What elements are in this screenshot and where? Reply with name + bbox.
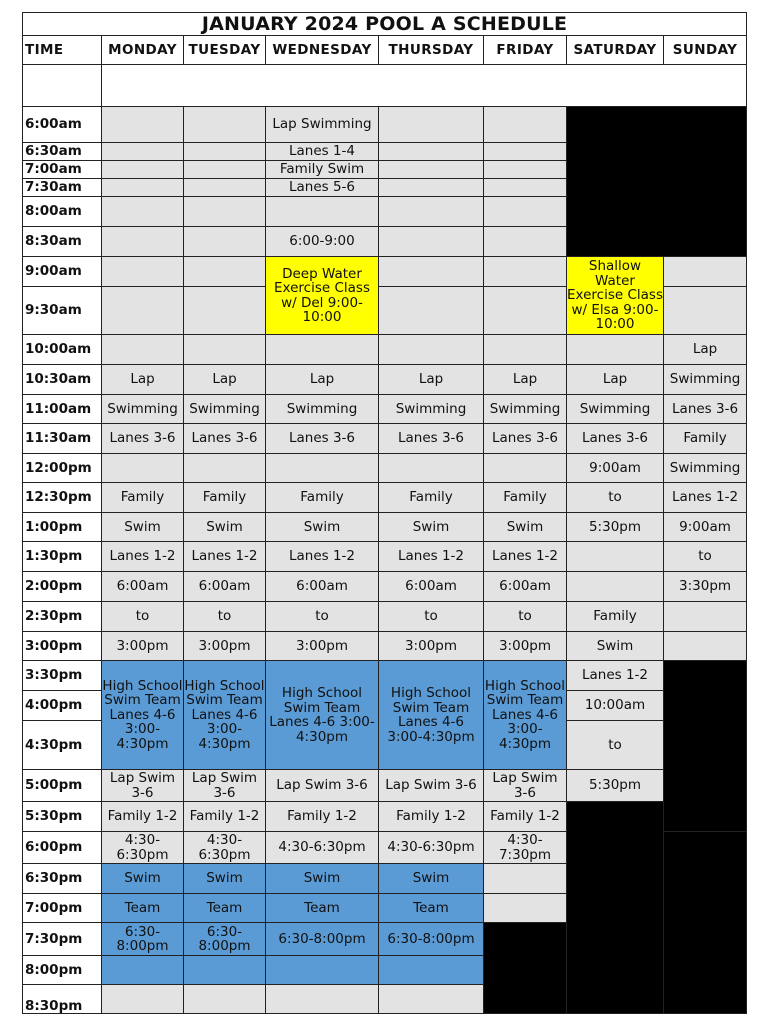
swim-team-wed xyxy=(266,956,379,985)
slot-tue: Swimming xyxy=(184,395,266,424)
slot-wed xyxy=(266,335,379,365)
slot-tue xyxy=(184,143,266,161)
slot-wed: Lap xyxy=(266,365,379,395)
slot-sun xyxy=(664,257,747,287)
slot-sun: Lanes 3-6 xyxy=(664,395,747,424)
slot-sat: 9:00am xyxy=(567,454,664,483)
slot-sun xyxy=(664,632,747,661)
time-label: 2:30pm xyxy=(23,602,102,632)
slot-tue xyxy=(184,257,266,287)
slot-fri: to xyxy=(484,602,567,632)
time-label: 1:00pm xyxy=(23,513,102,542)
slot-tue: Family 1-2 xyxy=(184,802,266,832)
time-label: 12:00pm xyxy=(23,454,102,483)
slot-mon: Family xyxy=(102,483,184,513)
slot-sat: Lanes 1-2 xyxy=(567,661,664,691)
slot-tue xyxy=(184,179,266,197)
high-school-swim-team-wed: High School Swim Team Lanes 4-6 3:00-4:30pm xyxy=(266,661,379,770)
slot-tue xyxy=(184,107,266,143)
header-friday: FRIDAY xyxy=(484,36,567,65)
slot-mon xyxy=(102,227,184,257)
slot-sat: 5:30pm xyxy=(567,770,664,802)
slot-tue: Lanes 3-6 xyxy=(184,424,266,454)
swim-team-wed: Team xyxy=(266,894,379,923)
time-label: 7:30am xyxy=(23,179,102,197)
slot-fri: Swim xyxy=(484,513,567,542)
slot-sun: Swimming xyxy=(664,365,747,395)
slot-thu xyxy=(379,454,484,483)
slot-fri xyxy=(484,454,567,483)
time-label: 6:00am xyxy=(23,107,102,143)
slot-wed: Lanes 1-4 xyxy=(266,143,379,161)
slot-tue xyxy=(184,197,266,227)
header-thursday: THURSDAY xyxy=(379,36,484,65)
slot-fri xyxy=(484,179,567,197)
swim-team-thu xyxy=(379,956,484,985)
time-label: 11:30am xyxy=(23,424,102,454)
slot-mon: 4:30-6:30pm xyxy=(102,832,184,864)
slot-sat: to xyxy=(567,483,664,513)
slot-thu xyxy=(379,197,484,227)
slot-thu: to xyxy=(379,602,484,632)
time-label: 6:00pm xyxy=(23,832,102,864)
slot-sat: Swim xyxy=(567,632,664,661)
time-label: 5:30pm xyxy=(23,802,102,832)
slot-mon xyxy=(102,287,184,335)
slot-wed: Family xyxy=(266,483,379,513)
slot-wed: Family 1-2 xyxy=(266,802,379,832)
slot-wed: 6:00am xyxy=(266,572,379,602)
slot-sat: Swimming xyxy=(567,395,664,424)
slot-sun xyxy=(664,602,747,632)
swim-team-tue: 6:30-8:00pm xyxy=(184,923,266,956)
slot-wed: Swimming xyxy=(266,395,379,424)
slot-thu xyxy=(379,227,484,257)
swim-team-mon: Swim xyxy=(102,864,184,894)
closed-sunday-evening xyxy=(664,832,747,1014)
slot-wed: Lap Swimming xyxy=(266,107,379,143)
slot-fri xyxy=(484,864,567,894)
slot-thu xyxy=(379,143,484,161)
slot-tue: Lap xyxy=(184,365,266,395)
swim-team-mon: Team xyxy=(102,894,184,923)
high-school-swim-team-tue: High School Swim Team Lanes 4-6 3:00-4:30pm xyxy=(184,661,266,770)
swim-team-wed: Swim xyxy=(266,864,379,894)
time-label: 12:30pm xyxy=(23,483,102,513)
slot-sat xyxy=(567,572,664,602)
slot-thu: Swim xyxy=(379,513,484,542)
time-label: 3:30pm xyxy=(23,661,102,691)
high-school-swim-team-mon: High School Swim Team Lanes 4-6 3:00-4:30pm xyxy=(102,661,184,770)
time-label: 9:00am xyxy=(23,257,102,287)
swim-team-wed: 6:30-8:00pm xyxy=(266,923,379,956)
slot-thu xyxy=(379,287,484,335)
slot-tue xyxy=(184,227,266,257)
header-wednesday: WEDNESDAY xyxy=(266,36,379,65)
slot-mon xyxy=(102,179,184,197)
slot-wed: Swim xyxy=(266,513,379,542)
slot-sat: Lap xyxy=(567,365,664,395)
slot-wed: Lanes 1-2 xyxy=(266,542,379,572)
shallow-water-exercise-class: Shallow Water Exercise Class w/ Elsa 9:00-10:00 xyxy=(567,257,664,335)
slot-sun: Swimming xyxy=(664,454,747,483)
slot-wed xyxy=(266,197,379,227)
slot-fri: 3:00pm xyxy=(484,632,567,661)
swim-team-thu: 6:30-8:00pm xyxy=(379,923,484,956)
slot-wed: 4:30-6:30pm xyxy=(266,832,379,864)
header-sunday: SUNDAY xyxy=(664,36,747,65)
slot-tue: 6:00am xyxy=(184,572,266,602)
time-label: 5:00pm xyxy=(23,770,102,802)
slot-thu xyxy=(379,161,484,179)
slot-mon xyxy=(102,335,184,365)
slot-sun: 3:30pm xyxy=(664,572,747,602)
slot-fri xyxy=(484,257,567,287)
swim-team-tue: Swim xyxy=(184,864,266,894)
slot-tue xyxy=(184,454,266,483)
slot-tue: 4:30-6:30pm xyxy=(184,832,266,864)
time-label: 6:30pm xyxy=(23,864,102,894)
slot-mon: 6:00am xyxy=(102,572,184,602)
swim-team-thu: Team xyxy=(379,894,484,923)
time-label: 11:00am xyxy=(23,395,102,424)
slot-tue: Lanes 1-2 xyxy=(184,542,266,572)
slot-wed: 3:00pm xyxy=(266,632,379,661)
slot-mon xyxy=(102,454,184,483)
slot-fri: 6:00am xyxy=(484,572,567,602)
slot-fri: Swimming xyxy=(484,395,567,424)
slot-wed: Lap Swim 3-6 xyxy=(266,770,379,802)
header-time: TIME xyxy=(23,36,102,65)
slot-mon: Swim xyxy=(102,513,184,542)
slot-mon: Lanes 1-2 xyxy=(102,542,184,572)
slot-fri xyxy=(484,107,567,143)
swim-team-mon xyxy=(102,956,184,985)
blank-spacer-time xyxy=(23,65,102,107)
slot-sun xyxy=(664,287,747,335)
slot-mon xyxy=(102,143,184,161)
blank-spacer-row xyxy=(102,65,747,107)
slot-thu: 6:00am xyxy=(379,572,484,602)
time-label: 8:30pm xyxy=(23,985,102,1014)
slot-fri xyxy=(484,161,567,179)
slot-mon: Lap Swim 3-6 xyxy=(102,770,184,802)
time-label: 1:30pm xyxy=(23,542,102,572)
swim-team-mon: 6:30-8:00pm xyxy=(102,923,184,956)
slot-fri: 4:30-7:30pm xyxy=(484,832,567,864)
time-label: 10:00am xyxy=(23,335,102,365)
slot-sun: Lanes 1-2 xyxy=(664,483,747,513)
time-label: 3:00pm xyxy=(23,632,102,661)
slot-sat: 10:00am xyxy=(567,691,664,721)
slot-thu xyxy=(379,107,484,143)
slot-wed: 6:00-9:00 xyxy=(266,227,379,257)
slot-mon: to xyxy=(102,602,184,632)
closed-sunday-afternoon xyxy=(664,661,747,832)
slot-thu xyxy=(379,335,484,365)
slot-fri xyxy=(484,143,567,161)
closed-friday-late xyxy=(484,923,567,1014)
slot-mon xyxy=(102,161,184,179)
slot-mon xyxy=(102,257,184,287)
slot-thu: Lap xyxy=(379,365,484,395)
time-label: 6:30am xyxy=(23,143,102,161)
slot-tue xyxy=(184,287,266,335)
high-school-swim-team-fri: High School Swim Team Lanes 4-6 3:00-4:30pm xyxy=(484,661,567,770)
closed-saturday-evening xyxy=(567,802,664,1014)
slot-thu xyxy=(379,985,484,1014)
slot-thu xyxy=(379,179,484,197)
swim-team-tue: Team xyxy=(184,894,266,923)
slot-wed xyxy=(266,454,379,483)
time-label: 8:00am xyxy=(23,197,102,227)
pool-schedule-table xyxy=(22,12,747,1014)
swim-team-thu: Swim xyxy=(379,864,484,894)
slot-mon: Family 1-2 xyxy=(102,802,184,832)
slot-fri xyxy=(484,894,567,923)
time-label: 8:30am xyxy=(23,227,102,257)
slot-thu: Family xyxy=(379,483,484,513)
header-tuesday: TUESDAY xyxy=(184,36,266,65)
slot-sat: to xyxy=(567,721,664,770)
slot-fri xyxy=(484,287,567,335)
slot-fri: Lap xyxy=(484,365,567,395)
slot-fri xyxy=(484,227,567,257)
slot-fri: Lanes 1-2 xyxy=(484,542,567,572)
slot-thu: Family 1-2 xyxy=(379,802,484,832)
slot-sun: Lap xyxy=(664,335,747,365)
slot-fri: Family xyxy=(484,483,567,513)
slot-fri: Family 1-2 xyxy=(484,802,567,832)
slot-thu: 4:30-6:30pm xyxy=(379,832,484,864)
swim-team-tue xyxy=(184,956,266,985)
slot-tue: to xyxy=(184,602,266,632)
slot-tue xyxy=(184,985,266,1014)
time-label: 4:30pm xyxy=(23,721,102,770)
slot-fri xyxy=(484,197,567,227)
slot-thu: Lap Swim 3-6 xyxy=(379,770,484,802)
time-label: 9:30am xyxy=(23,287,102,335)
slot-tue xyxy=(184,335,266,365)
slot-mon: Lap xyxy=(102,365,184,395)
schedule-title: JANUARY 2024 POOL A SCHEDULE xyxy=(23,13,747,36)
slot-mon: Lanes 3-6 xyxy=(102,424,184,454)
slot-thu: Lanes 1-2 xyxy=(379,542,484,572)
slot-mon xyxy=(102,197,184,227)
time-label: 2:00pm xyxy=(23,572,102,602)
slot-mon: 3:00pm xyxy=(102,632,184,661)
slot-sat xyxy=(567,335,664,365)
slot-tue: Family xyxy=(184,483,266,513)
time-label: 4:00pm xyxy=(23,691,102,721)
slot-fri: Lap Swim 3-6 xyxy=(484,770,567,802)
slot-thu: Lanes 3-6 xyxy=(379,424,484,454)
slot-mon xyxy=(102,985,184,1014)
slot-sun: Family xyxy=(664,424,747,454)
day-header-row xyxy=(23,36,747,65)
closed-weekend-morning xyxy=(567,107,747,257)
slot-tue: Lap Swim 3-6 xyxy=(184,770,266,802)
slot-sat: Family xyxy=(567,602,664,632)
high-school-swim-team-thu: High School Swim Team Lanes 4-6 3:00-4:30pm xyxy=(379,661,484,770)
header-monday: MONDAY xyxy=(102,36,184,65)
time-label: 7:00am xyxy=(23,161,102,179)
slot-wed: Lanes 3-6 xyxy=(266,424,379,454)
time-label: 10:30am xyxy=(23,365,102,395)
slot-wed: to xyxy=(266,602,379,632)
header-saturday: SATURDAY xyxy=(567,36,664,65)
slot-tue: 3:00pm xyxy=(184,632,266,661)
slot-sun: to xyxy=(664,542,747,572)
slot-mon xyxy=(102,107,184,143)
time-label: 8:00pm xyxy=(23,956,102,985)
slot-fri: Lanes 3-6 xyxy=(484,424,567,454)
time-label: 7:00pm xyxy=(23,894,102,923)
slot-thu xyxy=(379,257,484,287)
slot-thu: Swimming xyxy=(379,395,484,424)
slot-mon: Swimming xyxy=(102,395,184,424)
slot-thu: 3:00pm xyxy=(379,632,484,661)
time-label: 7:30pm xyxy=(23,923,102,956)
slot-wed: Family Swim xyxy=(266,161,379,179)
slot-wed xyxy=(266,985,379,1014)
deep-water-exercise-class: Deep Water Exercise Class w/ Del 9:00-10:00 xyxy=(266,257,379,335)
slot-wed: Lanes 5-6 xyxy=(266,179,379,197)
slot-sat xyxy=(567,542,664,572)
slot-sat: 5:30pm xyxy=(567,513,664,542)
slot-sun: 9:00am xyxy=(664,513,747,542)
slot-sat: Lanes 3-6 xyxy=(567,424,664,454)
slot-tue: Swim xyxy=(184,513,266,542)
slot-tue xyxy=(184,161,266,179)
slot-fri xyxy=(484,335,567,365)
